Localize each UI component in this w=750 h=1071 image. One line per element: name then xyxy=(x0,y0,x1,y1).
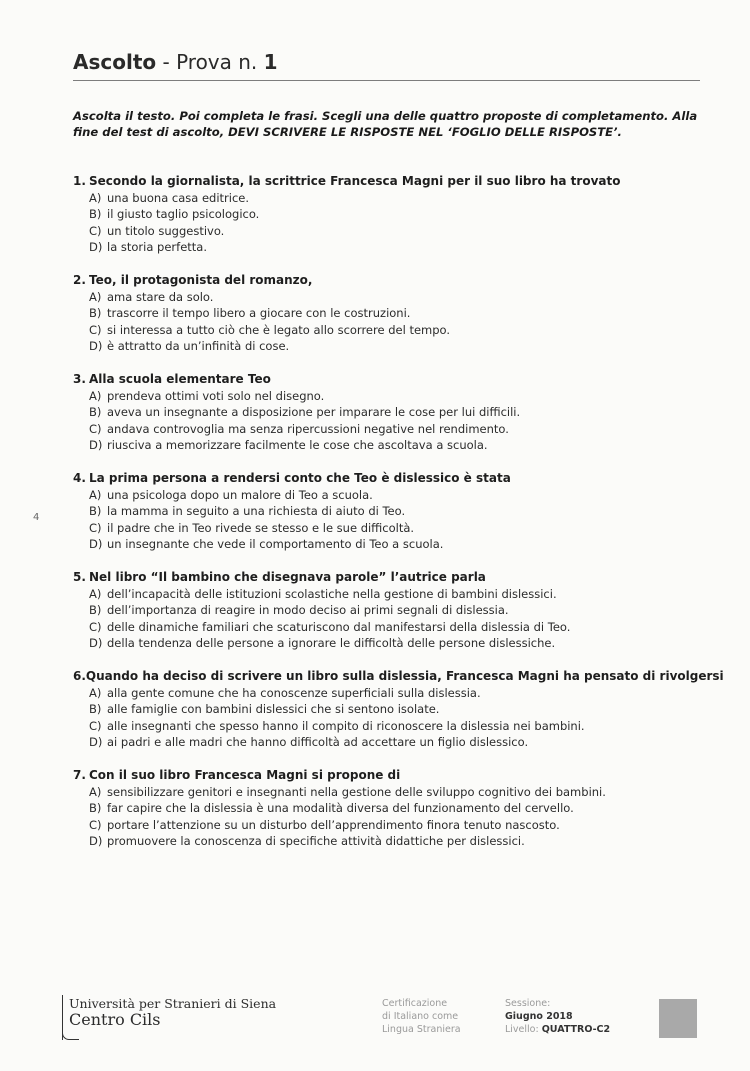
question-number: 1. xyxy=(73,174,86,188)
certification-line-3: Lingua Straniera xyxy=(382,1024,461,1035)
option-letter: D) xyxy=(89,339,103,353)
option-a xyxy=(73,388,713,405)
option-text: alla gente comune che ha conoscenze superficiali sulla dislessia. xyxy=(107,685,481,700)
question-number: 6. xyxy=(73,669,86,683)
logo-hook-mark xyxy=(62,1033,79,1040)
certification-label xyxy=(382,997,461,1036)
question-number: 2. xyxy=(73,273,86,287)
option-a xyxy=(73,685,713,702)
option-letter: D) xyxy=(89,438,103,452)
option-text: dell’importanza di reagire in modo deciso ai primi segnali di dislessia. xyxy=(107,603,509,617)
session-label: Sessione: xyxy=(505,998,551,1009)
option-letter: A) xyxy=(89,685,102,700)
option-letter: B) xyxy=(89,504,102,518)
option-letter: C) xyxy=(89,421,102,436)
option-letter: B) xyxy=(89,207,102,221)
option-letter: A) xyxy=(89,487,102,502)
question-text: Alla scuola elementare Teo xyxy=(89,372,271,386)
question-stem xyxy=(73,272,713,289)
option-b xyxy=(73,701,713,718)
option-letter: B) xyxy=(89,405,102,419)
question-number: 7. xyxy=(73,768,86,782)
title-divider xyxy=(73,80,700,81)
option-c xyxy=(73,421,713,438)
question-number: 5. xyxy=(73,570,86,584)
option-text: dell’incapacità delle istituzioni scolastiche nella gestione di bambini dislessici. xyxy=(107,586,557,601)
question-stem xyxy=(73,767,713,784)
margin-page-number: 4 xyxy=(33,512,40,523)
question-6 xyxy=(73,668,724,751)
option-a xyxy=(73,586,713,603)
option-b xyxy=(73,404,713,421)
option-text: prendeva ottimi voti solo nel disegno. xyxy=(107,388,325,403)
question-7 xyxy=(73,767,713,850)
option-d xyxy=(73,635,713,652)
session-info xyxy=(505,997,610,1036)
option-text: il giusto taglio psicologico. xyxy=(107,207,260,221)
option-text: alle famiglie con bambini dislessici che si sentono isolate. xyxy=(107,702,440,716)
option-letter: C) xyxy=(89,619,102,634)
option-text: trascorre il tempo libero a giocare con le costruzioni. xyxy=(107,306,411,320)
question-4 xyxy=(73,470,713,553)
option-letter: D) xyxy=(89,240,103,254)
option-d xyxy=(73,338,713,355)
question-stem xyxy=(73,371,713,388)
option-letter: A) xyxy=(89,586,102,601)
option-letter: D) xyxy=(89,735,103,749)
option-c xyxy=(73,817,713,834)
option-b xyxy=(73,800,713,817)
option-text: una buona casa editrice. xyxy=(107,190,250,205)
question-number: 4. xyxy=(73,471,86,485)
option-letter: D) xyxy=(89,537,103,551)
option-c xyxy=(73,223,713,240)
option-letter: D) xyxy=(89,636,103,650)
option-text: ai padri e alle madri che hanno difficoltà ad accettare un figlio dislessico. xyxy=(107,735,529,749)
question-text: Nel libro “Il bambino che disegnava parole” l’autrice parla xyxy=(89,570,486,584)
question-text: Quando ha deciso di scrivere un libro sulla dislessia, Francesca Magni ha pensato di rivolgersi xyxy=(85,669,724,683)
question-text: La prima persona a rendersi conto che Teo è dislessico è stata xyxy=(89,471,511,485)
option-text: un titolo suggestivo. xyxy=(107,223,225,238)
option-d xyxy=(73,536,713,553)
title-test-label: - Prova n. xyxy=(156,50,264,74)
option-text: andava controvoglia ma senza ripercussioni negative nel rendimento. xyxy=(107,421,509,436)
question-stem xyxy=(73,470,713,487)
option-text: ama stare da solo. xyxy=(107,289,214,304)
option-text: promuovere la conoscenza di specifiche attività didattiche per dislessici. xyxy=(107,834,525,848)
option-letter: A) xyxy=(89,388,102,403)
option-text: aveva un insegnante a disposizione per imparare le cose per lui difficili. xyxy=(107,405,521,419)
option-b xyxy=(73,206,713,223)
university-name: Università per Stranieri di Siena xyxy=(69,996,277,1011)
question-text: Teo, il protagonista del romanzo, xyxy=(89,273,313,287)
level-value: QUATTRO-C2 xyxy=(541,1024,611,1035)
option-d xyxy=(73,239,713,256)
question-stem xyxy=(73,173,713,190)
option-letter: C) xyxy=(89,223,102,238)
option-letter: B) xyxy=(89,801,102,815)
option-text: alle insegnanti che spesso hanno il compito di riconoscere la dislessia nei bambini. xyxy=(107,718,585,733)
option-letter: C) xyxy=(89,520,102,535)
session-value: Giugno 2018 xyxy=(505,1011,573,1022)
option-letter: D) xyxy=(89,834,103,848)
question-number: 3. xyxy=(73,372,86,386)
option-c xyxy=(73,718,713,735)
question-stem xyxy=(73,668,724,685)
cils-logo xyxy=(62,995,277,1040)
option-b xyxy=(73,503,713,520)
option-b xyxy=(73,305,713,322)
option-c xyxy=(73,322,713,339)
option-letter: A) xyxy=(89,289,102,304)
option-text: delle dinamiche familiari che scaturiscono dal manifestarsi della dislessia di Teo. xyxy=(107,619,571,634)
option-d xyxy=(73,833,713,850)
gray-marker-box xyxy=(659,999,697,1038)
level-line xyxy=(505,1023,610,1036)
option-a xyxy=(73,190,713,207)
title-section: Ascolto xyxy=(73,50,157,74)
question-list xyxy=(73,173,724,866)
option-b xyxy=(73,602,713,619)
option-a xyxy=(73,289,713,306)
option-letter: B) xyxy=(89,702,102,716)
option-letter: A) xyxy=(89,190,102,205)
option-c xyxy=(73,520,713,537)
option-letter: C) xyxy=(89,718,102,733)
centre-name: Centro Cils xyxy=(69,1010,161,1029)
certification-line-2: di Italiano come xyxy=(382,1011,459,1022)
question-text: Secondo la giornalista, la scrittrice Francesca Magni per il suo libro ha trovato xyxy=(89,174,621,188)
option-a xyxy=(73,784,713,801)
question-2 xyxy=(73,272,713,355)
option-text: sensibilizzare genitori e insegnanti nella gestione delle sviluppo cognitivo dei bambini. xyxy=(107,784,606,799)
question-text: Con il suo libro Francesca Magni si propone di xyxy=(89,768,401,782)
option-letter: B) xyxy=(89,603,102,617)
option-letter: C) xyxy=(89,322,102,337)
option-d xyxy=(73,437,713,454)
option-text: una psicologa dopo un malore di Teo a scuola. xyxy=(107,487,373,502)
option-d xyxy=(73,734,713,751)
question-3 xyxy=(73,371,713,454)
option-text: la storia perfetta. xyxy=(107,240,208,254)
option-text: la mamma in seguito a una richiesta di aiuto di Teo. xyxy=(107,504,406,518)
option-c xyxy=(73,619,713,636)
level-label: Livello: xyxy=(505,1024,539,1035)
option-letter: B) xyxy=(89,306,102,320)
option-text: portare l’attenzione su un disturbo dell’apprendimento finora tenuto nascosto. xyxy=(107,817,560,832)
question-5 xyxy=(73,569,713,652)
question-1 xyxy=(73,173,713,256)
question-stem xyxy=(73,569,713,586)
instructions-text: Ascolta il testo. Poi completa le frasi. Scegli una delle quattro proposte di completamento. Alla fine del test di ascolto, DEVI SCRIVERE LE RISPOSTE NEL ‘FOGLIO DELLE RISPOSTE’. xyxy=(73,109,698,139)
option-letter: C) xyxy=(89,817,102,832)
option-text: un insegnante che vede il comportamento di Teo a scuola. xyxy=(107,537,444,551)
option-a xyxy=(73,487,713,504)
option-text: della tendenza delle persone a ignorare le difficoltà delle persone dislessiche. xyxy=(107,636,556,650)
option-text: è attratto da un’infinità di cose. xyxy=(107,339,290,353)
option-letter: A) xyxy=(89,784,102,799)
page-title xyxy=(73,50,278,74)
title-test-number: 1 xyxy=(263,50,278,74)
option-text: il padre che in Teo rivede se stesso e le sue difficoltà. xyxy=(107,520,415,535)
option-text: si interessa a tutto ciò che è legato allo scorrere del tempo. xyxy=(107,322,451,337)
option-text: far capire che la dislessia è una modalità diversa del funzionamento del cervello. xyxy=(107,801,574,815)
certification-line-1: Certificazione xyxy=(382,998,448,1009)
option-text: riusciva a memorizzare facilmente le cose che ascoltava a scuola. xyxy=(107,438,488,452)
